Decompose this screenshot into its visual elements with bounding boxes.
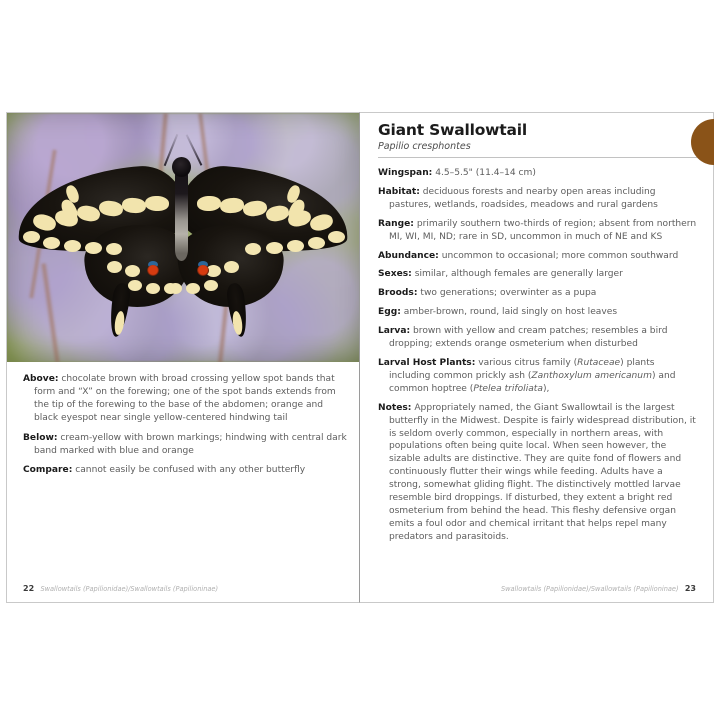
photo-vignette: [7, 113, 360, 362]
entry-egg: [378, 306, 697, 319]
entry-habitat-label: Habitat:: [378, 186, 420, 197]
entry-range-label: Range:: [378, 218, 414, 229]
entry-wingspan: [378, 167, 697, 180]
right-page-footer: [501, 584, 696, 593]
entry-larva-value: brown with yellow and cream patches; resembles a bird dropping; extends orange osmeterium when disturbed: [389, 326, 668, 350]
scientific-name: Papilio cresphontes: [378, 141, 471, 153]
title-divider: [378, 157, 697, 158]
right-page: [360, 112, 714, 603]
caption-above-text: chocolate brown with broad crossing yellow spot bands that form and “X” on the forewing; one of the spot bands extends from the tip of the forewing to the base of the abdomen; orange and black eyespot near single yellow-centered hindwing tail: [34, 374, 336, 423]
caption-compare: [23, 464, 347, 477]
caption-above: [23, 373, 347, 425]
entry-egg-label: Egg:: [378, 307, 401, 318]
entry-larva-label: Larva:: [378, 326, 411, 337]
left-page: [6, 112, 360, 603]
entry-larval-host-plants-label: Larval Host Plants:: [378, 358, 476, 369]
entry-wingspan-value: 4.5–5.5" (11.4–14 cm): [432, 168, 536, 179]
entry-sexes: [378, 268, 697, 281]
entry-broods-value: two generations; overwinter as a pupa: [417, 288, 597, 299]
entry-larval-host-plants: [378, 357, 697, 396]
entry-abundance-label: Abundance:: [378, 250, 439, 261]
caption-below: [23, 432, 347, 458]
entry-larva: [378, 325, 697, 351]
photo-caption-block: [7, 362, 360, 484]
entry-broods: [378, 287, 697, 300]
caption-compare-label: Compare:: [23, 465, 73, 476]
entry-broods-label: Broods:: [378, 288, 418, 299]
entry-range: [378, 218, 697, 244]
caption-above-label: Above:: [23, 374, 59, 384]
entry-habitat-value: deciduous forests and nearby open areas including pastures, wetlands, roadsides, meadows and rural gardens: [389, 186, 658, 210]
entry-larval-host-plants-value: various citrus family (Rutaceae) plants including common prickly ash (Zanthoxylum americanum) and common hoptree (Ptelea trifoliata),: [389, 358, 676, 394]
entry-habitat: [378, 186, 697, 212]
left-page-number: 22: [23, 584, 35, 593]
entry-notes: [378, 402, 697, 544]
book-spread: [6, 112, 714, 603]
entry-notes-label: Notes:: [378, 402, 412, 413]
left-page-footer: [23, 584, 218, 593]
entry-sexes-value: similar, although females are generally larger: [411, 269, 623, 280]
entry-egg-value: amber-brown, round, laid singly on host leaves: [400, 307, 618, 318]
caption-compare-text: cannot easily be confused with any other butterfly: [72, 465, 306, 476]
entry-notes-value: Appropriately named, the Giant Swallowtail is the largest butterfly in the Midwest. Despite is fairly widespread distribution, it is seldom overly common, especially in northern areas, with populations often being quite local. When seen however, the sizable adults are distinctive. They are quite fond of flowers and continuously flutter their wings while feeding. Adults have a strong, somewhat gliding flight. The distinctively mottled larvae resemble bird droppings. If disturbed, they extent a bright red osmeterium from behind the head. This fleshy defensive organ emits a foul odor and chemical irritant that helps repel many predators and parasitoids.: [389, 402, 696, 542]
right-running-head: Swallowtails (Papilionidae)/Swallowtails (Papilioninae): [500, 585, 679, 593]
left-running-head: Swallowtails (Papilionidae)/Swallowtails (Papilioninae): [40, 585, 219, 593]
page-title: Giant Swallowtail: [378, 121, 527, 139]
caption-below-text: cream-yellow with brown markings; hindwing with central dark band marked with blue and orange: [34, 432, 347, 456]
entry-abundance-value: uncommon to occasional; more common southward: [438, 250, 679, 261]
entry-sexes-label: Sexes:: [378, 269, 412, 280]
giant-swallowtail-on-lupine-photo: [7, 113, 360, 362]
right-page-number: 23: [684, 584, 696, 593]
caption-below-label: Below:: [23, 432, 58, 443]
entry-abundance: [378, 250, 697, 263]
entry-wingspan-label: Wingspan:: [378, 168, 433, 179]
entry-range-value: primarily southern two-thirds of region; absent from northern MI, WI, MI, ND; rare in SD, uncommon in much of NE and KS: [389, 218, 697, 242]
